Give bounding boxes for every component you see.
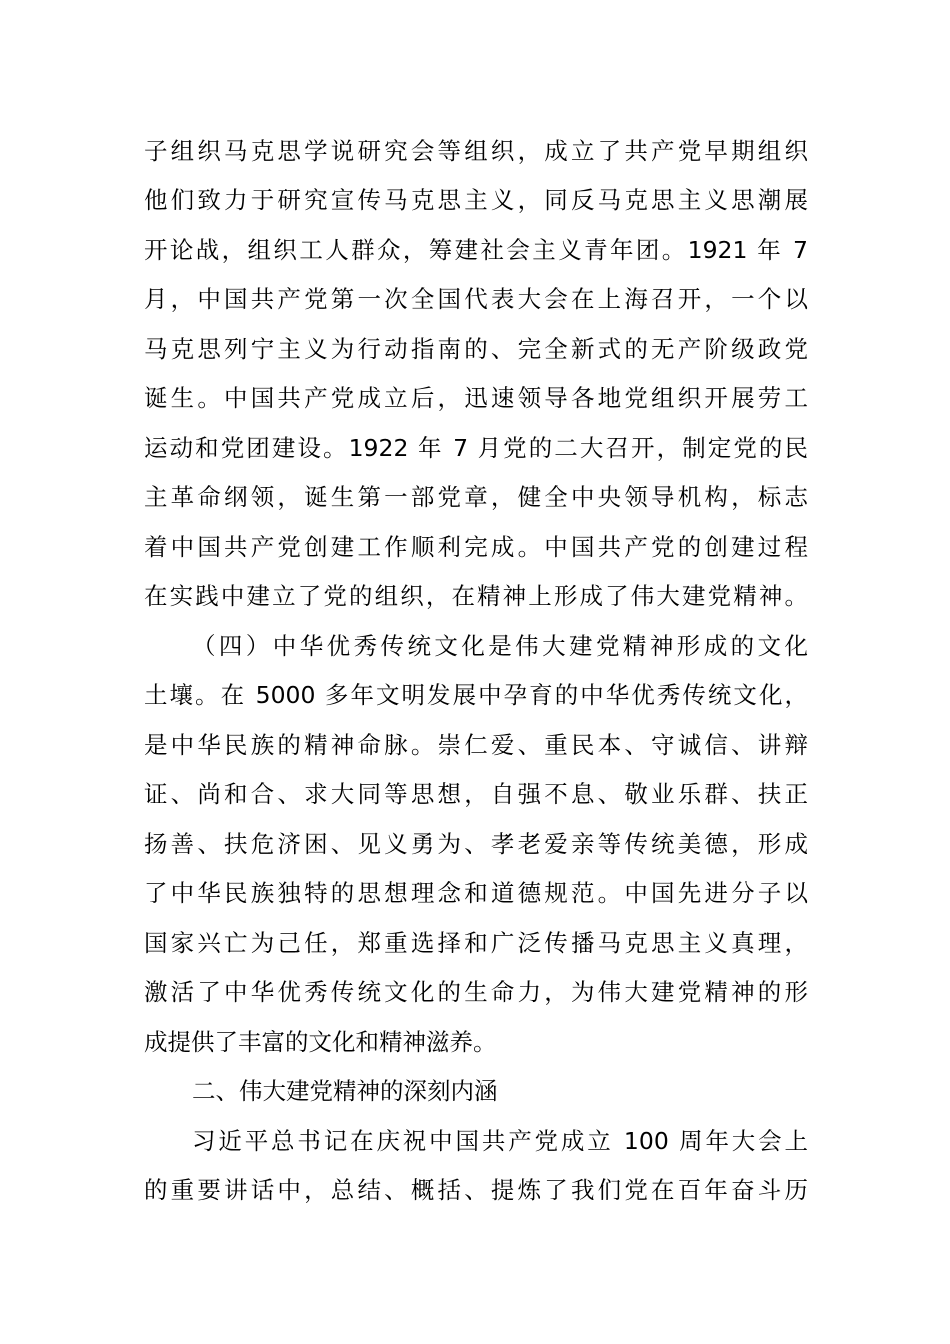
text-line-16: 了中华民族独特的思想理念和道德规范。中国先进分子以 bbox=[144, 879, 808, 907]
text-line-22: 的重要讲话中，总结、概括、提炼了我们党在百年奋斗历 bbox=[144, 1176, 808, 1204]
text-line-17: 国家兴亡为己任，郑重选择和广泛传播马克思主义真理， bbox=[144, 929, 808, 957]
text-line-8: 主革命纲领，诞生第一部党章，健全中央领导机构，标志 bbox=[144, 483, 808, 511]
text-line-13: 是中华民族的精神命脉。崇仁爱、重民本、守诚信、讲辩 bbox=[144, 731, 808, 759]
text-line-2: 他们致力于研究宣传马克思主义，同反马克思主义思潮展 bbox=[144, 186, 808, 214]
text-line-15: 扬善、扶危济困、见义勇为、孝老爱亲等传统美德，形成 bbox=[144, 830, 808, 858]
text-line-4: 月，中国共产党第一次全国代表大会在上海召开，一个以 bbox=[144, 285, 808, 313]
text-line-10: 在实践中建立了党的组织，在精神上形成了伟大建党精神。 bbox=[144, 582, 808, 610]
section-heading-2: 二、伟大建党精神的深刻内涵 bbox=[192, 1077, 498, 1105]
text-line-18: 激活了中华优秀传统文化的生命力，为伟大建党精神的形 bbox=[144, 978, 808, 1006]
section-heading-4: （四）中华优秀传统文化是伟大建党精神形成的文化 bbox=[192, 632, 808, 660]
text-line-5: 马克思列宁主义为行动指南的、完全新式的无产阶级政党 bbox=[144, 335, 808, 363]
text-line-1: 子组织马克思学说研究会等组织，成立了共产党早期组织 bbox=[144, 137, 808, 165]
text-line-9: 着中国共产党创建工作顺利完成。中国共产党的创建过程 bbox=[144, 533, 808, 561]
text-line-3: 开论战，组织工人群众，筹建社会主义青年团。1921 年 7 bbox=[144, 236, 808, 264]
text-line-7: 运动和党团建设。1922 年 7 月党的二大召开，制定党的民 bbox=[144, 434, 808, 462]
text-line-12: 土壤。在 5000 多年文明发展中孕育的中华优秀传统文化， bbox=[144, 681, 808, 709]
text-line-19: 成提供了丰富的文化和精神滋养。 bbox=[144, 1028, 497, 1056]
text-line-14: 证、尚和合、求大同等思想，自强不息、敬业乐群、扶正 bbox=[144, 780, 808, 808]
text-line-6: 诞生。中国共产党成立后，迅速领导各地党组织开展劳工 bbox=[144, 384, 808, 412]
text-line-21: 习近平总书记在庆祝中国共产党成立 100 周年大会上 bbox=[192, 1127, 808, 1155]
